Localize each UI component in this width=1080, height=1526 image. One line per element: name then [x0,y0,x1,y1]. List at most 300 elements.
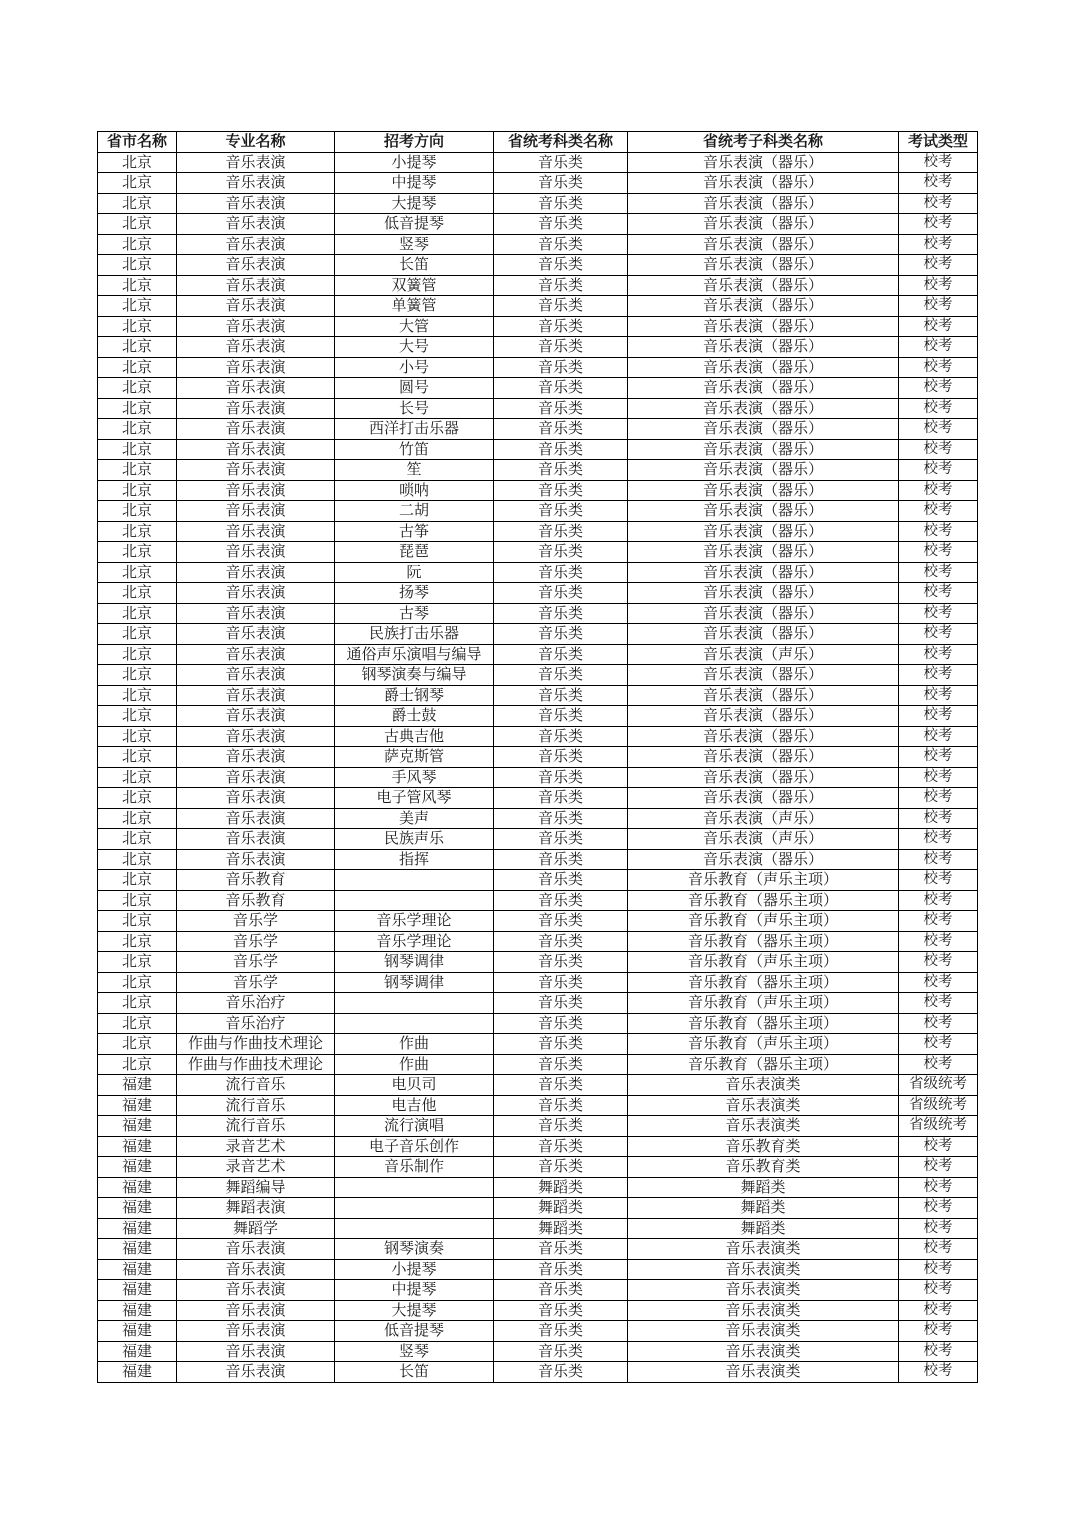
cell-province: 福建 [98,1198,177,1219]
cell-subcategory: 音乐表演（器乐） [628,275,899,296]
cell-direction: 竖琴 [335,1341,494,1362]
cell-province: 北京 [98,952,177,973]
cell-province: 北京 [98,255,177,276]
cell-province: 福建 [98,1239,177,1260]
cell-major: 音乐表演 [177,255,335,276]
cell-exam-type: 校考 [899,1300,978,1321]
cell-major: 音乐表演 [177,316,335,337]
cell-subcategory: 音乐表演（器乐） [628,562,899,583]
cell-major: 录音艺术 [177,1157,335,1178]
cell-major: 音乐表演 [177,419,335,440]
table-row [98,439,978,460]
cell-province: 福建 [98,1341,177,1362]
table-row [98,603,978,624]
cell-province: 福建 [98,1300,177,1321]
cell-subcategory: 音乐表演（器乐） [628,501,899,522]
table-row [98,1341,978,1362]
cell-major: 流行音乐 [177,1116,335,1137]
cell-direction: 作曲 [335,1034,494,1055]
header-exam-type: 考试类型 [899,132,978,153]
cell-major: 音乐表演 [177,501,335,522]
cell-major: 音乐表演 [177,296,335,317]
cell-category: 音乐类 [494,501,628,522]
cell-direction: 低音提琴 [335,1321,494,1342]
cell-category: 音乐类 [494,419,628,440]
cell-category: 音乐类 [494,1095,628,1116]
cell-major: 音乐表演 [177,1341,335,1362]
cell-major: 音乐表演 [177,1321,335,1342]
header-major: 专业名称 [177,132,335,153]
cell-province: 福建 [98,1177,177,1198]
cell-category: 音乐类 [494,890,628,911]
cell-category: 音乐类 [494,1341,628,1362]
table-row [98,542,978,563]
cell-exam-type: 校考 [899,788,978,809]
cell-subcategory: 舞蹈类 [628,1218,899,1239]
cell-major: 音乐表演 [177,378,335,399]
cell-subcategory: 音乐表演类 [628,1300,899,1321]
cell-province: 北京 [98,911,177,932]
cell-category: 音乐类 [494,706,628,727]
cell-direction: 大提琴 [335,193,494,214]
cell-direction: 电子音乐创作 [335,1136,494,1157]
cell-province: 北京 [98,829,177,850]
cell-subcategory: 音乐教育（器乐主项） [628,1013,899,1034]
cell-category: 音乐类 [494,460,628,481]
cell-exam-type: 校考 [899,911,978,932]
cell-category: 音乐类 [494,1362,628,1383]
cell-direction: 音乐制作 [335,1157,494,1178]
cell-direction: 指挥 [335,849,494,870]
cell-exam-type: 校考 [899,870,978,891]
cell-subcategory: 音乐表演类 [628,1341,899,1362]
cell-major: 音乐表演 [177,706,335,727]
cell-province: 北京 [98,275,177,296]
table-row [98,767,978,788]
cell-exam-type: 校考 [899,603,978,624]
cell-exam-type: 校考 [899,316,978,337]
cell-direction [335,1013,494,1034]
cell-category: 音乐类 [494,993,628,1014]
table-row [98,255,978,276]
cell-category: 音乐类 [494,439,628,460]
cell-province: 北京 [98,316,177,337]
cell-category: 音乐类 [494,357,628,378]
cell-major: 舞蹈表演 [177,1198,335,1219]
cell-subcategory: 音乐表演（器乐） [628,583,899,604]
cell-exam-type: 省级统考 [899,1095,978,1116]
cell-province: 北京 [98,788,177,809]
cell-direction [335,1198,494,1219]
cell-direction: 琵琶 [335,542,494,563]
cell-province: 北京 [98,296,177,317]
cell-direction: 美声 [335,808,494,829]
cell-province: 北京 [98,583,177,604]
cell-direction: 双簧管 [335,275,494,296]
cell-direction [335,870,494,891]
cell-subcategory: 音乐表演类 [628,1362,899,1383]
cell-exam-type: 校考 [899,993,978,1014]
cell-major: 音乐表演 [177,1300,335,1321]
cell-major: 音乐表演 [177,480,335,501]
cell-category: 音乐类 [494,788,628,809]
table-row [98,583,978,604]
cell-subcategory: 音乐教育（声乐主项） [628,870,899,891]
cell-subcategory: 音乐表演类 [628,1280,899,1301]
table-row [98,316,978,337]
table-row [98,1362,978,1383]
table-row [98,480,978,501]
header-category: 省统考科类名称 [494,132,628,153]
cell-major: 音乐学 [177,911,335,932]
cell-category: 音乐类 [494,747,628,768]
cell-major: 音乐表演 [177,1239,335,1260]
cell-subcategory: 音乐教育类 [628,1157,899,1178]
cell-direction: 电吉他 [335,1095,494,1116]
cell-subcategory: 舞蹈类 [628,1198,899,1219]
cell-direction [335,1177,494,1198]
cell-exam-type: 校考 [899,890,978,911]
cell-category: 音乐类 [494,665,628,686]
cell-major: 音乐表演 [177,747,335,768]
cell-category: 音乐类 [494,644,628,665]
cell-exam-type: 校考 [899,398,978,419]
cell-category: 音乐类 [494,952,628,973]
cell-subcategory: 音乐表演（器乐） [628,234,899,255]
cell-major: 音乐表演 [177,849,335,870]
cell-major: 音乐学 [177,931,335,952]
cell-major: 音乐表演 [177,665,335,686]
cell-subcategory: 音乐表演（器乐） [628,726,899,747]
cell-province: 北京 [98,214,177,235]
cell-province: 北京 [98,398,177,419]
header-subcategory: 省统考子科类名称 [628,132,899,153]
cell-exam-type: 校考 [899,419,978,440]
cell-exam-type: 校考 [899,521,978,542]
cell-direction: 钢琴演奏 [335,1239,494,1260]
table-row [98,1177,978,1198]
cell-category: 音乐类 [494,521,628,542]
cell-major: 音乐表演 [177,583,335,604]
cell-subcategory: 音乐教育（器乐主项） [628,972,899,993]
cell-direction: 音乐学理论 [335,931,494,952]
cell-category: 音乐类 [494,296,628,317]
cell-direction: 爵士鼓 [335,706,494,727]
cell-exam-type: 校考 [899,214,978,235]
table-row [98,275,978,296]
cell-exam-type: 省级统考 [899,1075,978,1096]
cell-subcategory: 音乐表演（器乐） [628,665,899,686]
cell-category: 音乐类 [494,1136,628,1157]
cell-subcategory: 音乐表演（器乐） [628,173,899,194]
cell-major: 音乐表演 [177,542,335,563]
cell-subcategory: 音乐表演类 [628,1095,899,1116]
cell-province: 福建 [98,1259,177,1280]
cell-direction: 钢琴调律 [335,972,494,993]
cell-subcategory: 音乐教育（声乐主项） [628,911,899,932]
cell-major: 音乐表演 [177,275,335,296]
cell-major: 作曲与作曲技术理论 [177,1054,335,1075]
cell-category: 音乐类 [494,316,628,337]
cell-category: 音乐类 [494,849,628,870]
table-row [98,829,978,850]
cell-direction: 古琴 [335,603,494,624]
cell-category: 舞蹈类 [494,1198,628,1219]
cell-category: 音乐类 [494,1280,628,1301]
cell-major: 舞蹈编导 [177,1177,335,1198]
table-row [98,931,978,952]
cell-major: 音乐表演 [177,152,335,173]
cell-exam-type: 校考 [899,808,978,829]
cell-direction: 唢呐 [335,480,494,501]
cell-exam-type: 校考 [899,931,978,952]
cell-subcategory: 音乐表演（器乐） [628,685,899,706]
cell-major: 音乐表演 [177,357,335,378]
cell-major: 音乐表演 [177,829,335,850]
cell-major: 音乐表演 [177,644,335,665]
cell-direction: 爵士钢琴 [335,685,494,706]
cell-subcategory: 音乐表演（器乐） [628,849,899,870]
cell-province: 北京 [98,767,177,788]
cell-direction: 音乐学理论 [335,911,494,932]
cell-subcategory: 音乐表演类 [628,1321,899,1342]
table-row [98,808,978,829]
cell-direction: 西洋打击乐器 [335,419,494,440]
cell-category: 音乐类 [494,275,628,296]
table-row [98,972,978,993]
cell-major: 音乐表演 [177,214,335,235]
cell-exam-type: 省级统考 [899,1116,978,1137]
cell-province: 北京 [98,460,177,481]
cell-exam-type: 校考 [899,173,978,194]
table-row [98,1075,978,1096]
cell-subcategory: 音乐表演（声乐） [628,644,899,665]
cell-major: 音乐表演 [177,624,335,645]
cell-direction: 长笛 [335,1362,494,1383]
cell-exam-type: 校考 [899,234,978,255]
cell-category: 音乐类 [494,726,628,747]
cell-subcategory: 音乐表演（器乐） [628,357,899,378]
cell-exam-type: 校考 [899,624,978,645]
table-row [98,1259,978,1280]
cell-exam-type: 校考 [899,378,978,399]
table-row [98,644,978,665]
table-row [98,337,978,358]
cell-subcategory: 音乐表演（器乐） [628,706,899,727]
cell-province: 福建 [98,1075,177,1096]
cell-exam-type: 校考 [899,1321,978,1342]
cell-subcategory: 音乐表演（器乐） [628,193,899,214]
cell-subcategory: 音乐表演（器乐） [628,603,899,624]
table-row [98,788,978,809]
table-row [98,193,978,214]
table-row [98,1198,978,1219]
cell-exam-type: 校考 [899,193,978,214]
cell-major: 音乐治疗 [177,1013,335,1034]
cell-subcategory: 音乐教育（器乐主项） [628,931,899,952]
cell-category: 音乐类 [494,1321,628,1342]
cell-subcategory: 音乐表演（声乐） [628,808,899,829]
cell-province: 北京 [98,1034,177,1055]
cell-category: 音乐类 [494,480,628,501]
cell-major: 音乐表演 [177,439,335,460]
cell-subcategory: 音乐表演（器乐） [628,316,899,337]
cell-exam-type: 校考 [899,1280,978,1301]
table-row [98,726,978,747]
cell-category: 音乐类 [494,1116,628,1137]
cell-direction: 中提琴 [335,1280,494,1301]
cell-direction: 笙 [335,460,494,481]
cell-major: 音乐表演 [177,337,335,358]
cell-province: 北京 [98,890,177,911]
cell-subcategory: 音乐表演类 [628,1075,899,1096]
cell-exam-type: 校考 [899,644,978,665]
cell-category: 音乐类 [494,1075,628,1096]
cell-province: 北京 [98,152,177,173]
cell-subcategory: 音乐教育（声乐主项） [628,952,899,973]
cell-category: 音乐类 [494,193,628,214]
cell-category: 音乐类 [494,583,628,604]
cell-province: 福建 [98,1095,177,1116]
cell-subcategory: 音乐表演（器乐） [628,747,899,768]
cell-exam-type: 校考 [899,829,978,850]
cell-exam-type: 校考 [899,1136,978,1157]
cell-major: 音乐表演 [177,808,335,829]
table-row [98,152,978,173]
cell-subcategory: 音乐教育类 [628,1136,899,1157]
cell-subcategory: 音乐表演（声乐） [628,829,899,850]
cell-direction: 小号 [335,357,494,378]
cell-major: 音乐教育 [177,890,335,911]
cell-province: 北京 [98,419,177,440]
table-row [98,1136,978,1157]
table-row [98,398,978,419]
cell-province: 北京 [98,357,177,378]
cell-exam-type: 校考 [899,1218,978,1239]
cell-exam-type: 校考 [899,665,978,686]
cell-category: 音乐类 [494,624,628,645]
cell-direction: 竖琴 [335,234,494,255]
cell-category: 音乐类 [494,972,628,993]
cell-exam-type: 校考 [899,767,978,788]
table-row [98,562,978,583]
cell-major: 音乐表演 [177,726,335,747]
cell-province: 北京 [98,378,177,399]
cell-exam-type: 校考 [899,685,978,706]
cell-subcategory: 音乐教育（器乐主项） [628,890,899,911]
cell-major: 音乐学 [177,952,335,973]
cell-exam-type: 校考 [899,439,978,460]
cell-exam-type: 校考 [899,1341,978,1362]
cell-category: 音乐类 [494,767,628,788]
cell-exam-type: 校考 [899,357,978,378]
cell-subcategory: 音乐表演（器乐） [628,214,899,235]
cell-subcategory: 音乐表演（器乐） [628,296,899,317]
cell-major: 流行音乐 [177,1075,335,1096]
cell-subcategory: 舞蹈类 [628,1177,899,1198]
cell-subcategory: 音乐表演（器乐） [628,255,899,276]
cell-category: 音乐类 [494,398,628,419]
cell-province: 北京 [98,1013,177,1034]
cell-direction: 古典吉他 [335,726,494,747]
cell-subcategory: 音乐表演（器乐） [628,152,899,173]
cell-direction: 通俗声乐演唱与编导 [335,644,494,665]
cell-province: 北京 [98,931,177,952]
cell-direction: 长号 [335,398,494,419]
table-row [98,1095,978,1116]
cell-exam-type: 校考 [899,255,978,276]
cell-major: 音乐治疗 [177,993,335,1014]
cell-major: 音乐表演 [177,1362,335,1383]
cell-direction: 中提琴 [335,173,494,194]
header-row [98,132,978,153]
cell-direction: 阮 [335,562,494,583]
cell-direction: 小提琴 [335,1259,494,1280]
table-row [98,378,978,399]
cell-province: 北京 [98,706,177,727]
header-direction: 招考方向 [335,132,494,153]
cell-direction: 电子管风琴 [335,788,494,809]
cell-category: 音乐类 [494,542,628,563]
cell-category: 音乐类 [494,1013,628,1034]
cell-exam-type: 校考 [899,1054,978,1075]
cell-province: 北京 [98,624,177,645]
cell-subcategory: 音乐表演（器乐） [628,480,899,501]
cell-category: 音乐类 [494,1300,628,1321]
cell-province: 福建 [98,1218,177,1239]
cell-category: 音乐类 [494,911,628,932]
cell-exam-type: 校考 [899,1157,978,1178]
cell-direction: 圆号 [335,378,494,399]
header-province: 省市名称 [98,132,177,153]
cell-direction [335,993,494,1014]
cell-province: 北京 [98,337,177,358]
table-row [98,1157,978,1178]
cell-province: 北京 [98,870,177,891]
cell-category: 音乐类 [494,152,628,173]
cell-major: 音乐教育 [177,870,335,891]
table-row [98,1218,978,1239]
cell-exam-type: 校考 [899,275,978,296]
cell-direction: 钢琴调律 [335,952,494,973]
cell-subcategory: 音乐表演（器乐） [628,398,899,419]
cell-subcategory: 音乐表演（器乐） [628,542,899,563]
cell-direction: 二胡 [335,501,494,522]
cell-subcategory: 音乐教育（声乐主项） [628,1034,899,1055]
cell-province: 北京 [98,603,177,624]
cell-exam-type: 校考 [899,706,978,727]
cell-major: 音乐表演 [177,398,335,419]
cell-category: 音乐类 [494,685,628,706]
cell-direction [335,1218,494,1239]
cell-category: 音乐类 [494,337,628,358]
table-row [98,1054,978,1075]
cell-major: 音乐表演 [177,234,335,255]
table-row [98,993,978,1014]
cell-major: 音乐表演 [177,521,335,542]
table-body [98,152,978,1382]
cell-category: 音乐类 [494,378,628,399]
table-row [98,357,978,378]
cell-province: 福建 [98,1116,177,1137]
cell-major: 音乐表演 [177,460,335,481]
admissions-table-container [97,131,977,1383]
cell-category: 音乐类 [494,829,628,850]
cell-province: 北京 [98,480,177,501]
cell-exam-type: 校考 [899,1034,978,1055]
cell-category: 舞蹈类 [494,1218,628,1239]
cell-province: 北京 [98,562,177,583]
